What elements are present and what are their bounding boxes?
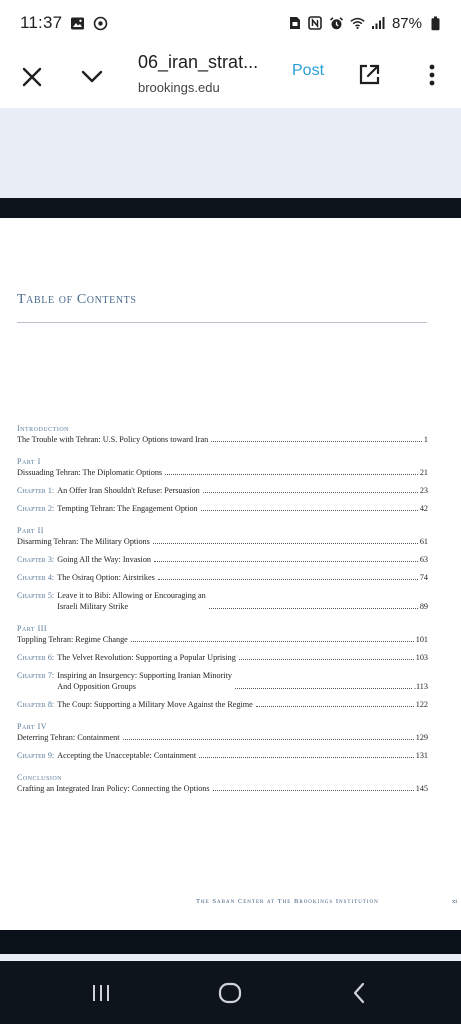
- toc-page-number: 63: [419, 555, 428, 564]
- toc-page-number: 101: [415, 635, 428, 644]
- toc-gap: [17, 514, 428, 525]
- toc-page-number: 103: [415, 653, 428, 662]
- status-bar: [0, 0, 461, 46]
- toc-page-number: 74: [419, 573, 428, 582]
- toc-section-label: Part IV: [17, 722, 48, 731]
- toc-section-label: Conclusion: [17, 773, 63, 782]
- toc-entry-text: [57, 554, 151, 565]
- page-background-strip: [0, 954, 461, 961]
- toc-section-label: Part I: [17, 457, 41, 466]
- toc-entry[interactable]: [17, 634, 428, 645]
- toc-page-number: 23: [419, 486, 428, 495]
- toc-heading: Table of Contents: [17, 292, 137, 307]
- page-separator-top: [0, 198, 461, 218]
- toc-entry-line: The Coup: Supporting a Military Move Against the Regime: [57, 700, 253, 709]
- toc-leader-dots: [211, 441, 422, 442]
- page-number: xi: [452, 898, 458, 905]
- toc-leader-dots: [203, 492, 418, 493]
- toc-entry-line: Tempting Tehran: The Engagement Option: [57, 504, 198, 513]
- toc-entry-line: Crafting an Integrated Iran Policy: Connecting the Options: [17, 784, 210, 793]
- toc-entry-line: The Trouble with Tehran: U.S. Policy Options toward Iran: [17, 435, 209, 444]
- toc-section-label: Introduction: [17, 424, 69, 433]
- signal-icon: [371, 16, 386, 31]
- toc-entry[interactable]: [17, 467, 428, 478]
- more-options-button[interactable]: [417, 60, 447, 90]
- wifi-icon: [350, 16, 365, 31]
- toc-entry-line: Deterring Tehran: Containment: [17, 733, 120, 742]
- toc-entry[interactable]: [17, 670, 428, 692]
- close-button[interactable]: [17, 62, 47, 92]
- toc-entry[interactable]: [17, 652, 428, 663]
- toc-page-number: 1: [423, 435, 428, 444]
- toc-entry-line: The Osiraq Option: Airstrikes: [57, 573, 155, 582]
- toc-entry-text: [57, 670, 232, 692]
- recent-apps-button[interactable]: [86, 979, 116, 1007]
- status-right: [287, 15, 443, 32]
- toc-chapter-label: Chapter 4:: [17, 573, 55, 582]
- toc-entry[interactable]: [17, 783, 428, 794]
- toc-entry-line: Israeli Military Strike: [57, 602, 129, 611]
- battery-percent: 87%: [391, 14, 422, 32]
- toc-entry-line: Accepting the Unacceptable: Containment: [57, 751, 197, 760]
- toc-leader-dots: [123, 739, 414, 740]
- toc-page-number: 129: [415, 733, 428, 742]
- app-bar: [0, 46, 461, 108]
- toc-entry-line: The Velvet Revolution: Supporting a Popular Uprising: [57, 653, 236, 662]
- toc-gap: [17, 710, 428, 721]
- home-icon: [218, 982, 242, 1004]
- toc-entry-line: Toppling Tehran: Regime Change: [17, 635, 128, 644]
- toc-page-number: 131: [415, 751, 428, 760]
- open-external-icon: [357, 63, 381, 87]
- toc-leader-dots: [158, 579, 418, 580]
- toc-leader-dots: [153, 543, 418, 544]
- page-background-band: [0, 108, 461, 198]
- toc-page-number: 42: [419, 504, 428, 513]
- toc-entry[interactable]: [17, 554, 428, 565]
- toc-entry-line: An Offer Iran Shouldn't Refuse: Persuasion: [57, 486, 200, 495]
- toc-entry[interactable]: [17, 750, 428, 761]
- toc-entry-text: [17, 634, 128, 645]
- toc-chapter-label: Chapter 1:: [17, 486, 55, 495]
- toc-leader-dots: [131, 641, 414, 642]
- toc-entry[interactable]: [17, 485, 428, 496]
- toc-entry-text: [57, 485, 200, 496]
- toc-entry[interactable]: [17, 590, 428, 612]
- toc-chapter-label: Chapter 7:: [17, 671, 55, 680]
- toc-entry-text: [17, 732, 120, 743]
- document-title: 06_iran_strat...: [138, 52, 259, 72]
- toc-entry[interactable]: [17, 536, 428, 547]
- more-vertical-icon: [428, 63, 436, 87]
- toc-page-number: 21: [419, 468, 428, 477]
- toc-leader-dots: [209, 608, 418, 609]
- toc-page-number: 89: [419, 602, 428, 611]
- toc-leader-dots: [256, 706, 414, 707]
- toc-entry[interactable]: [17, 434, 428, 445]
- toc-chapter-label: Chapter 8:: [17, 700, 55, 709]
- document-domain: brookings.edu: [138, 80, 220, 95]
- home-button[interactable]: [215, 979, 245, 1007]
- toc-leader-dots: [199, 757, 414, 758]
- toc-entry-text: [57, 652, 236, 663]
- gallery-icon: [70, 16, 85, 31]
- toc-entry-line: Disarming Tehran: The Military Options: [17, 537, 150, 546]
- page-separator-bottom: [0, 930, 461, 954]
- nfc-icon: [308, 16, 323, 31]
- toc-entry[interactable]: [17, 732, 428, 743]
- toc-entry[interactable]: [17, 572, 428, 583]
- toc-entry-text: [17, 536, 150, 547]
- toc-rule: [17, 322, 427, 323]
- status-time: 11:37: [20, 13, 63, 32]
- toc-section-label: Part III: [17, 624, 48, 633]
- title-block[interactable]: [138, 52, 274, 95]
- post-button[interactable]: Post: [292, 62, 325, 79]
- open-external-button[interactable]: [354, 60, 384, 90]
- chevron-down-icon: [80, 69, 104, 85]
- back-icon: [352, 982, 366, 1004]
- toc-entry-line: And Opposition Groups: [57, 682, 136, 691]
- toc-chapter-label: Chapter 5:: [17, 591, 55, 600]
- alarm-icon: [329, 16, 344, 31]
- page-footer: The Saban Center at The Brookings Institution: [196, 898, 379, 905]
- toc-entry-text: [57, 503, 197, 514]
- toc-page-number: .113: [413, 682, 428, 691]
- toc-leader-dots: [239, 659, 414, 660]
- toc-chapter-label: Chapter 9:: [17, 751, 55, 760]
- toc-gap: [17, 612, 428, 623]
- toc-entry-line: Dissuading Tehran: The Diplomatic Options: [17, 468, 163, 477]
- toc-page-number: 145: [415, 784, 428, 793]
- document-page[interactable]: [0, 218, 461, 930]
- toc-entry-line: Inspiring an Insurgency: Supporting Iranian Minority: [57, 671, 232, 680]
- toc-entry[interactable]: [17, 699, 428, 710]
- toc-gap: [17, 445, 428, 456]
- toc-chapter-label: Chapter 6:: [17, 653, 55, 662]
- battery-icon: [428, 16, 443, 31]
- toc-entry-line: Leave it to Bibi: Allowing or Encouraging an: [57, 591, 206, 600]
- expand-button[interactable]: [77, 62, 107, 92]
- toc-entry-text: [17, 434, 208, 445]
- sync-icon: [93, 16, 108, 31]
- toc-section-label: Part II: [17, 526, 44, 535]
- toc-entry-text: [57, 572, 155, 583]
- toc-leader-dots: [154, 561, 418, 562]
- toc-leader-dots: [235, 688, 412, 689]
- close-icon: [21, 66, 43, 88]
- toc-leader-dots: [165, 474, 418, 475]
- toc-entry-text: [17, 467, 162, 478]
- recent-apps-icon: [91, 983, 111, 1003]
- toc-entry[interactable]: [17, 503, 428, 514]
- toc-entry-text: [17, 783, 210, 794]
- toc-entry-text: [57, 699, 253, 710]
- toc-page-number: 122: [415, 700, 428, 709]
- toc-chapter-label: Chapter 3:: [17, 555, 55, 564]
- toc-entry-text: [57, 750, 196, 761]
- status-left: [20, 13, 108, 33]
- toc-leader-dots: [213, 790, 414, 791]
- table-of-contents: [17, 423, 428, 794]
- toc-entry-text: [57, 590, 205, 612]
- toc-leader-dots: [201, 510, 418, 511]
- toc-gap: [17, 761, 428, 772]
- sim-icon: [287, 16, 302, 31]
- system-nav-bar: [0, 961, 461, 1024]
- toc-entry-line: Going All the Way: Invasion: [57, 555, 152, 564]
- toc-chapter-label: Chapter 2:: [17, 504, 55, 513]
- back-button[interactable]: [344, 979, 374, 1007]
- toc-page-number: 61: [419, 537, 428, 546]
